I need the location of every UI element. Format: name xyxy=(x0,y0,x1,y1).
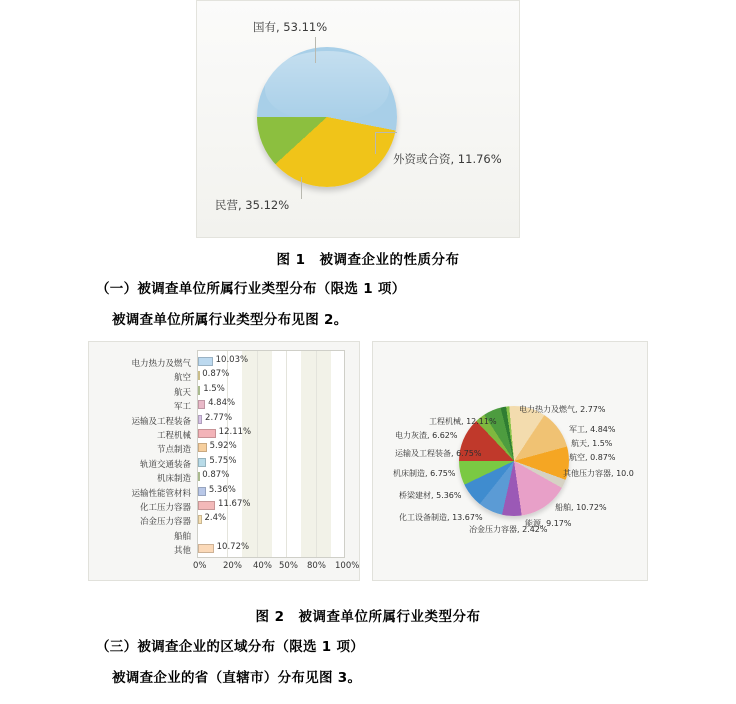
x-axis-tick: 40% xyxy=(253,561,272,571)
pie-label: 航天, 1.5% xyxy=(571,439,613,448)
bar-value-label: 12.11% xyxy=(218,427,252,437)
bar-row xyxy=(198,472,344,481)
bar-fill xyxy=(198,415,202,424)
bar-category-label: 船舶 xyxy=(173,531,191,542)
x-axis-tick: 20% xyxy=(223,561,242,571)
bar-fill xyxy=(198,544,214,553)
bar-plot-area xyxy=(197,350,345,558)
bar-fill xyxy=(198,429,216,438)
figure-1-pie xyxy=(257,47,397,187)
bar-row xyxy=(198,515,344,524)
figure-2-caption: 图 2 被调查单位所属行业类型分布 xyxy=(255,609,481,625)
x-axis-tick: 100% xyxy=(335,561,360,571)
pie-label-private: 民营, 35.12% xyxy=(215,198,290,212)
bar-value-label: 0.87% xyxy=(202,369,230,380)
bar-series xyxy=(198,351,344,557)
bar-fill xyxy=(198,400,205,409)
bar-fill xyxy=(198,443,207,452)
pie-label: 能源, 9.17% xyxy=(525,519,572,528)
paragraph-industry-heading: （一）被调查单位所属行业类型分布（限选 1 项） xyxy=(96,281,406,297)
pie-label: 电力灰渣, 6.62% xyxy=(395,431,458,440)
bar-value-label: 5.92% xyxy=(209,441,237,452)
bar-category-label: 运输及工程装备 xyxy=(131,416,191,427)
bar-category-label: 航空 xyxy=(173,373,191,384)
pie-slices xyxy=(257,47,397,187)
pie-label: 工程机械, 12.11% xyxy=(429,417,497,426)
bar-row xyxy=(198,371,344,380)
paragraph-region-body: 被调查企业的省（直辖市）分布见图 3。 xyxy=(112,670,362,686)
bar-value-label: 4.84% xyxy=(208,398,236,409)
figure-1-caption: 图 1 被调查企业的性质分布 xyxy=(276,252,460,268)
bar-fill xyxy=(198,386,200,395)
pie-label: 电力热力及燃气, 2.77% xyxy=(519,405,606,414)
bar-category-label: 冶金压力容器 xyxy=(139,517,191,528)
x-axis-tick: 50% xyxy=(279,561,298,571)
pie-label: 航空, 0.87% xyxy=(569,453,616,462)
figure-2-bar-container xyxy=(88,341,360,581)
x-axis-tick: 0% xyxy=(193,561,207,571)
bar-row xyxy=(198,484,344,496)
bar-fill xyxy=(198,371,200,380)
x-axis-tick: 80% xyxy=(307,561,326,571)
bar-row xyxy=(198,544,344,553)
pie-label: 冶金压力容器, 2.42% xyxy=(469,525,548,534)
bar-row xyxy=(198,383,344,395)
pie-label-foreign-joint: 外资或合资, 11.76% xyxy=(393,152,502,166)
bar-value-label: 10.72% xyxy=(216,542,250,553)
bar-fill xyxy=(198,487,206,496)
bar-value-label: 10.03% xyxy=(215,355,249,365)
bar-row xyxy=(198,357,344,366)
bar-value-label: 5.75% xyxy=(209,455,237,466)
bar-value-label: 2.77% xyxy=(205,412,233,423)
bar-row xyxy=(198,400,344,409)
pie-label: 机床制造, 6.75% xyxy=(393,469,456,478)
bar-value-label: 1.5% xyxy=(203,383,225,394)
bar-row xyxy=(198,429,344,438)
bar-value-label: 11.67% xyxy=(218,499,251,509)
bar-value-label: 5.36% xyxy=(208,484,236,495)
leader-line-foreign-joint xyxy=(375,132,397,133)
bar-fill xyxy=(198,515,202,524)
pie-label: 船舶, 10.72% xyxy=(555,503,607,512)
bar-value-label: 2.4% xyxy=(204,513,227,524)
pie-label: 其他压力容器, 10.0 xyxy=(563,469,634,478)
bar-fill xyxy=(198,501,215,510)
leader-line-state-owned xyxy=(315,37,316,63)
bar-category-label: 电力热力及燃气 xyxy=(131,359,191,369)
pie-label: 运输及工程装备, 6.75% xyxy=(395,449,482,458)
bar-category-label: 军工 xyxy=(173,402,191,413)
bar-category-label: 工程机械 xyxy=(156,431,191,441)
leader-line-private xyxy=(301,177,302,199)
bar-category-label: 机床制造 xyxy=(156,474,191,485)
bar-row xyxy=(198,412,344,424)
bar-category-label: 节点制造 xyxy=(156,445,191,456)
pie-label: 化工设备制造, 13.67% xyxy=(399,513,483,522)
pie-label: 桥梁建材, 5.36% xyxy=(399,491,462,500)
pie-label: 军工, 4.84% xyxy=(569,425,616,434)
figure-2-pie-container xyxy=(372,341,648,581)
leader-line-foreign-joint-2 xyxy=(375,132,376,154)
bar-category-label: 化工压力容器 xyxy=(139,503,191,513)
bar-row xyxy=(198,501,344,510)
bar-row xyxy=(198,530,344,539)
pie-label-state-owned: 国有, 53.11% xyxy=(253,20,328,34)
bar-fill xyxy=(198,357,213,366)
bar-category-label: 运输性能管材料 xyxy=(131,488,191,499)
bar-category-label: 轨道交通装备 xyxy=(139,459,191,470)
bar-value-label: 0.87% xyxy=(202,470,230,481)
paragraph-industry-body: 被调查单位所属行业类型分布见图 2。 xyxy=(112,312,348,328)
bar-fill xyxy=(198,458,206,467)
paragraph-region-heading: （三）被调查企业的区域分布（限选 1 项） xyxy=(96,639,365,655)
figure-1-container xyxy=(196,0,520,238)
figure-1-plot-area xyxy=(197,1,519,237)
bar-row xyxy=(198,455,344,467)
bar-fill xyxy=(198,472,200,481)
bar-category-label: 其他 xyxy=(173,546,191,557)
bar-category-label: 航天 xyxy=(173,387,191,398)
bar-row xyxy=(198,443,344,452)
